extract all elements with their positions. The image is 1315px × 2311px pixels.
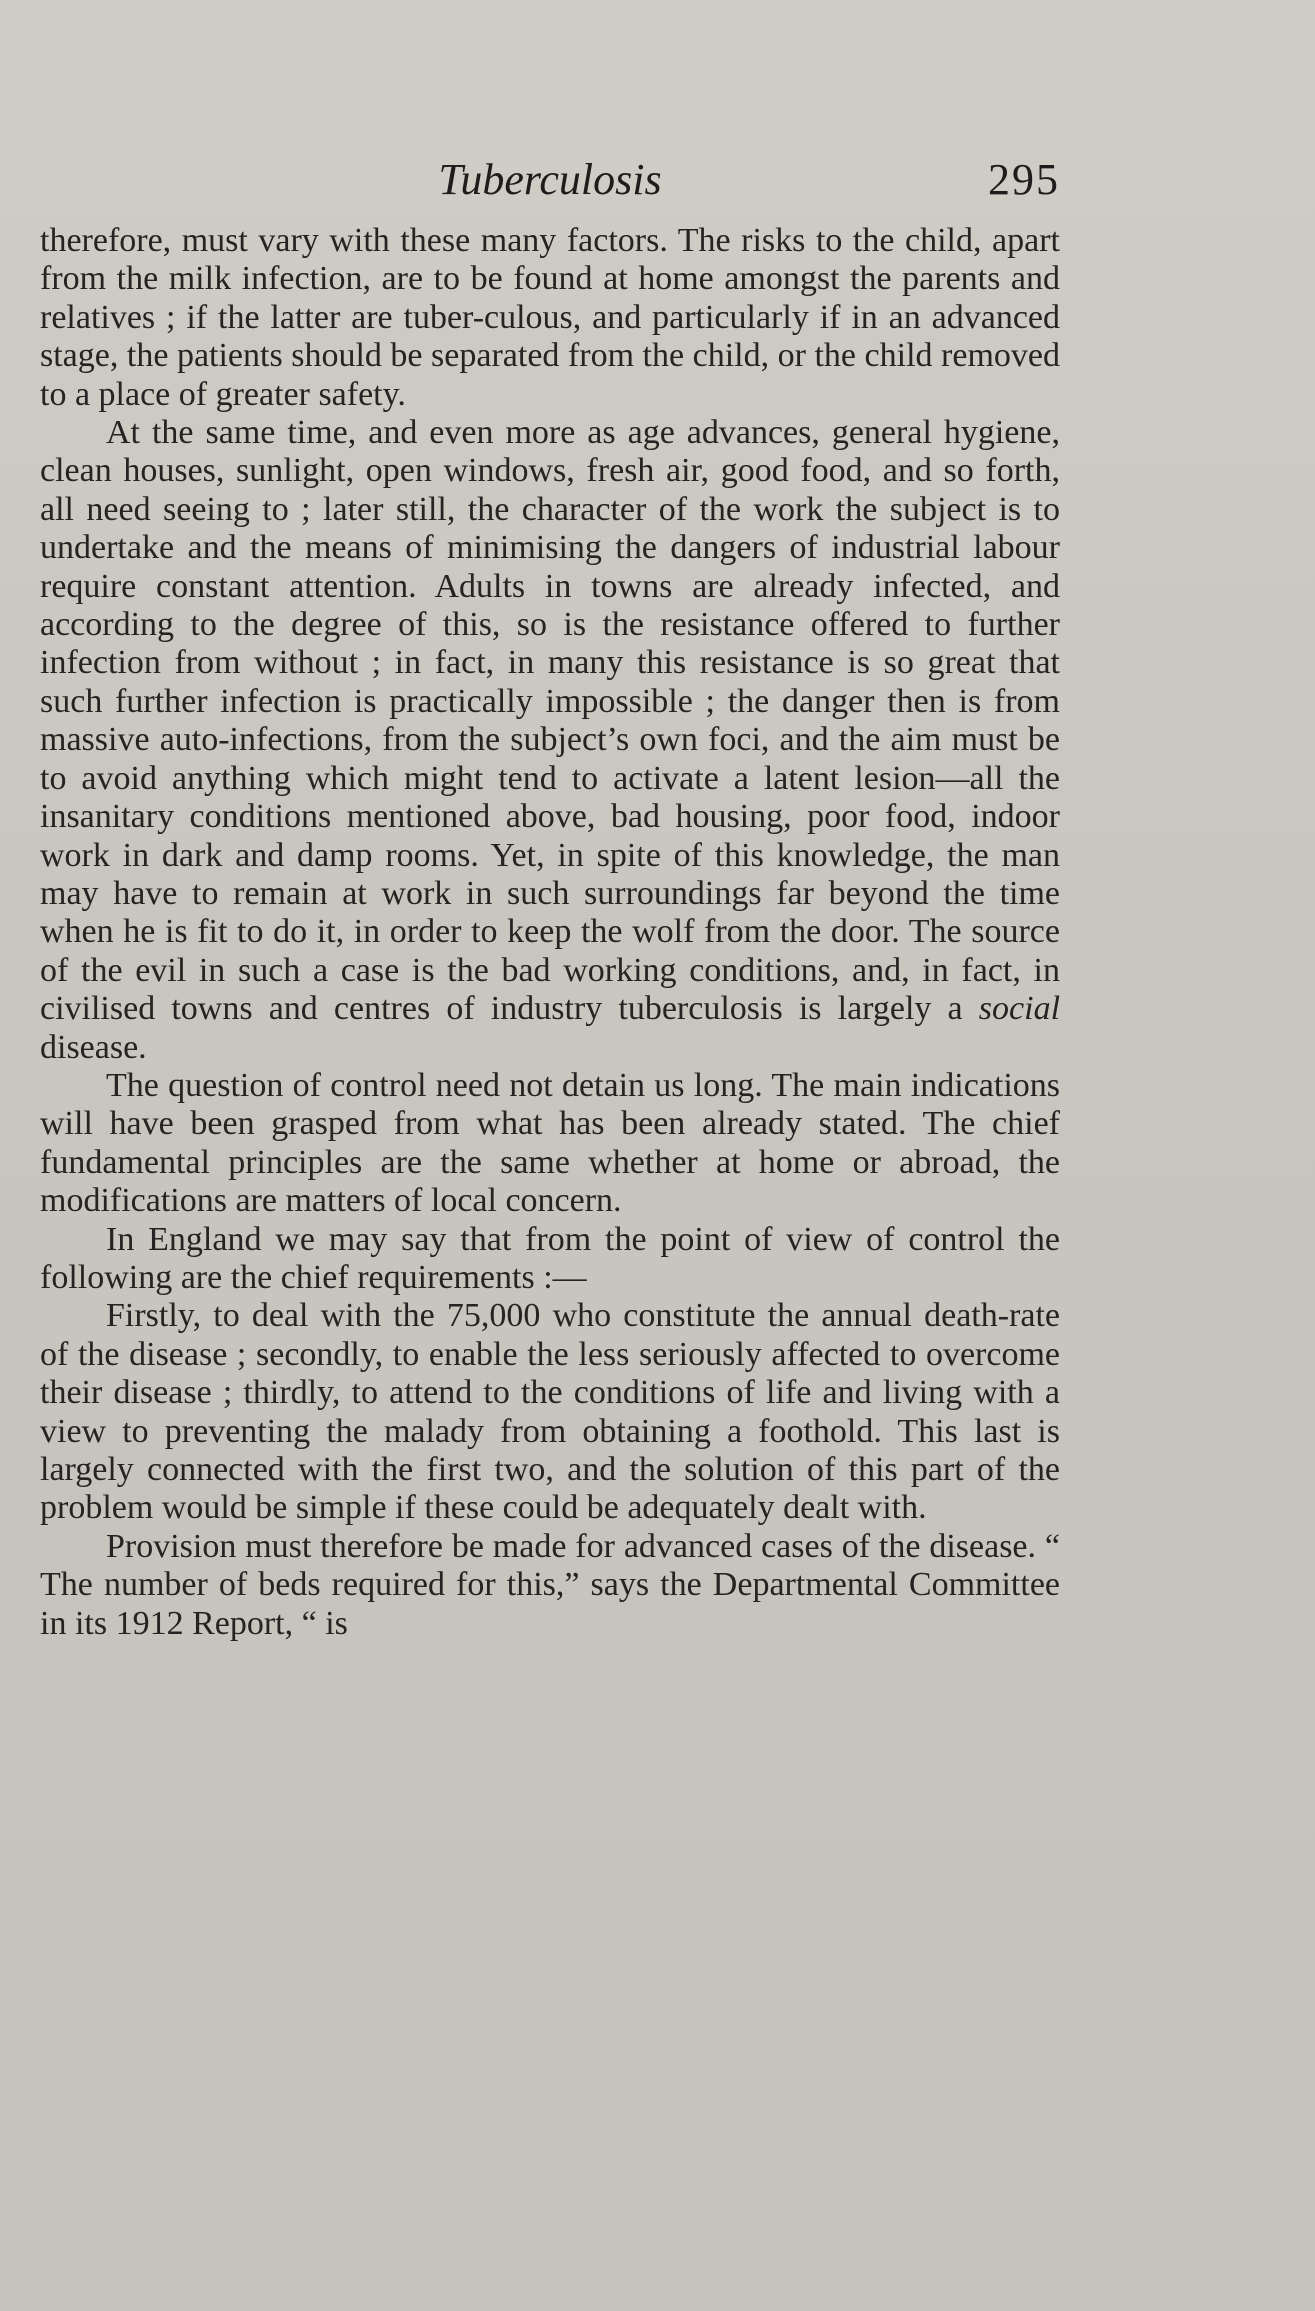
- paragraph-6: Provision must therefore be made for advanced cases of the disease. “ The number of beds required for this,” says the Departmental Committee in its 1912 Report, “ is: [40, 1527, 1060, 1642]
- paragraph-3: The question of control need not detain us long. The main indications will have been grasped from what has been already stated. The chief fundamental principles are the same whether at home or abroad, the modifications are matters of local concern.: [40, 1066, 1060, 1220]
- running-head: [40, 150, 1060, 210]
- paragraph-4: In England we may say that from the point of view of control the following are the chief requirements :—: [40, 1220, 1060, 1296]
- paragraph-5: Firstly, to deal with the 75,000 who constitute the annual death-rate of the disease ; secondly, to enable the less seriously affected to overcome their disease ; thirdly, to attend to the conditions of life and living with a view to preventing the malady from obtaining a foothold. This last is largely connected with the first two, and the solution of this part of the problem would be simple if these could be adequately dealt with.: [40, 1297, 1060, 1527]
- running-title: Tuberculosis: [438, 155, 662, 204]
- paragraph-2-text: At the same time, and even more as age advances, general hygiene, clean houses, sunlight, open windows, fresh air, good food, and so forth, all need seeing to ; later still, the character of the work the subject is to undertake and the means of minimising the dangers of industrial labour require constant attention. Adults in towns are already infected, and according to the degree of this, so is the resistance offered to further infection from without ; in fact, in many this resistance is so great that such further infection is practically impossible ; the danger then is from massive auto-infections, from the subject’s own foci, and the aim must be to avoid anything which might tend to activate a latent lesion—all the insanitary conditions mentioned above, bad housing, poor food, indoor work in dark and damp rooms. Yet, in spite of this knowledge, the man may have to remain at work in such surroundings far beyond the time when he is fit to do it, in order to keep the wolf from the door. The source of the evil in such a case is the bad working conditions, and, in fact, in civilised towns and centres of industry tuberculosis is largely a: [40, 414, 1060, 1028]
- paragraph-2-italic: social: [978, 990, 1061, 1028]
- body-text: [40, 222, 1060, 1643]
- paragraph-2-tail: disease.: [40, 1028, 147, 1066]
- page-number: 295: [988, 155, 1060, 204]
- paragraph-1: therefore, must vary with these many factors. The risks to the child, apart from the milk infection, are to be found at home amongst the parents and relatives ; if the latter are tuber-culous, and particularly if in an advanced stage, the patients should be separated from the child, or the child removed to a place of greater safety.: [40, 222, 1060, 413]
- paragraph-2: [40, 414, 1060, 1067]
